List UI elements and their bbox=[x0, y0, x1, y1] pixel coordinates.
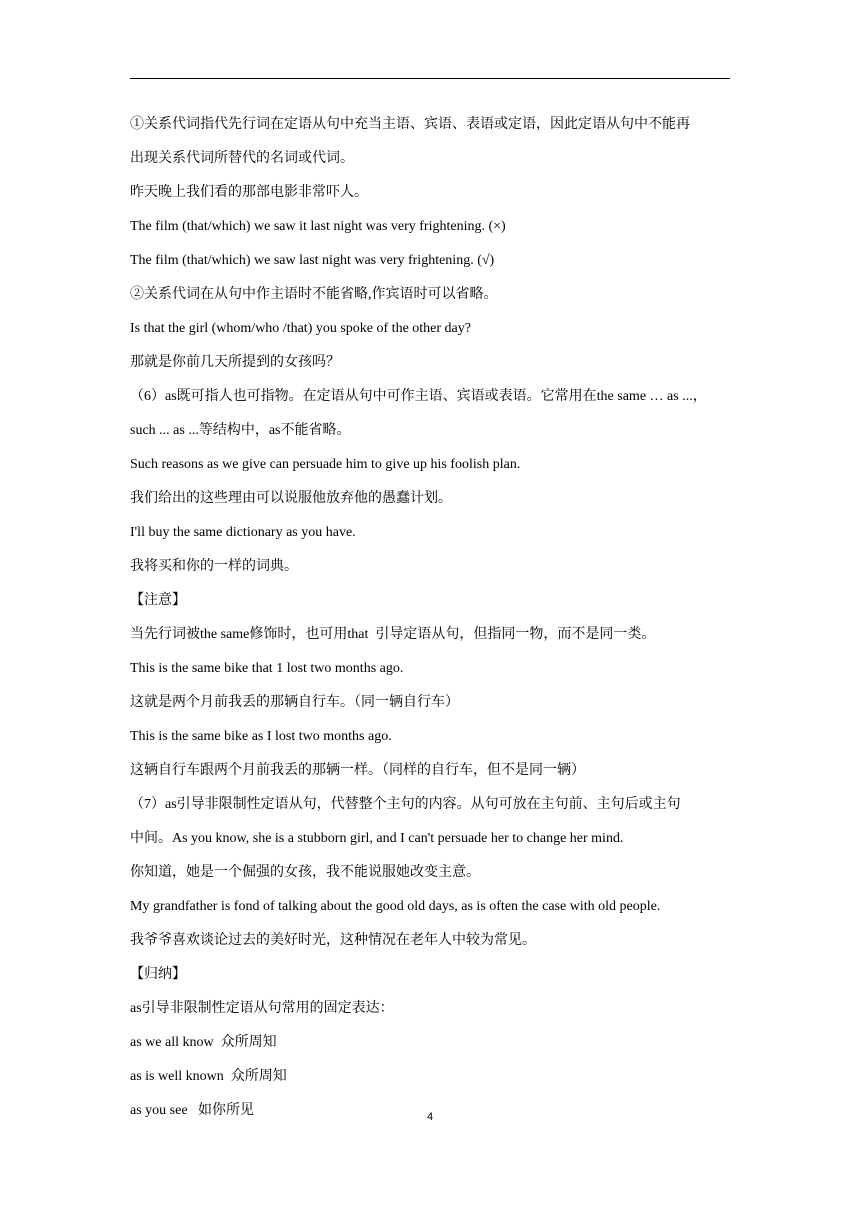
text-line: as引导非限制性定语从句常用的固定表达： bbox=[130, 1001, 394, 1016]
text-line: ①关系代词指代先行词在定语从句中充当主语、宾语、表语或定语，因此定语从句中不能再 bbox=[130, 117, 690, 132]
text-line: 我爷爷喜欢谈论过去的美好时光，这种情况在老年人中较为常见。 bbox=[130, 933, 536, 948]
text-line: 出现关系代词所替代的名词或代词。 bbox=[130, 151, 354, 166]
text-line: as you see 如你所见 bbox=[130, 1103, 255, 1118]
text-line: 我将买和你的一样的词典。 bbox=[130, 559, 298, 574]
text-line: Such reasons as we give can persuade him to give up his foolish plan. bbox=[130, 457, 521, 472]
text-line: as is well known 众所周知 bbox=[130, 1069, 287, 1084]
text-line: This is the same bike as I lost two months ago. bbox=[130, 729, 392, 744]
text-line: （6）as既可指人也可指物。在定语从句中可作主语、宾语或表语。它常用在the same … as ...， bbox=[130, 389, 707, 404]
text-line: My grandfather is fond of talking about the good old days, as is often the case with old people. bbox=[130, 899, 661, 914]
text-line: Is that the girl (whom/who /that) you spoke of the other day? bbox=[130, 321, 471, 336]
text-line: such ... as ...等结构中，as不能省略。 bbox=[130, 423, 351, 438]
text-line: The film (that/which) we saw last night was very frightening. (√) bbox=[130, 253, 495, 268]
text-line: This is the same bike that 1 lost two months ago. bbox=[130, 661, 404, 676]
text-line: I'll buy the same dictionary as you have. bbox=[130, 525, 356, 540]
text-line: as we all know 众所周知 bbox=[130, 1035, 277, 1050]
header-rule bbox=[130, 78, 730, 79]
text-line: The film (that/which) we saw it last night was very frightening. (×) bbox=[130, 219, 506, 234]
text-line: （7）as引导非限制性定语从句，代替整个主句的内容。从句可放在主句前、主句后或主句 bbox=[130, 797, 681, 812]
text-line: 昨天晚上我们看的那部电影非常吓人。 bbox=[130, 185, 368, 200]
text-line: 那就是你前几天所提到的女孩吗？ bbox=[130, 355, 340, 370]
text-line: 中间。As you know, she is a stubborn girl, and I can't persuade her to change her mind. bbox=[130, 831, 624, 846]
text-line: 我们给出的这些理由可以说服他放弃他的愚蠢计划。 bbox=[130, 491, 452, 506]
text-line: ②关系代词在从句中作主语时不能省略,作宾语时可以省略。 bbox=[130, 287, 498, 302]
text-line: 当先行词被the same修饰时，也可用that 引导定语从句，但指同一物，而不是同一类。 bbox=[130, 627, 656, 642]
page-number: 4 bbox=[426, 1111, 434, 1123]
section-heading-summary: 【归纳】 bbox=[130, 967, 186, 982]
text-line: 这辆自行车跟两个月前我丢的那辆一样。（同样的自行车，但不是同一辆） bbox=[130, 763, 585, 778]
document-body bbox=[130, 108, 730, 1128]
text-line: 你知道，她是一个倔强的女孩，我不能说服她改变主意。 bbox=[130, 865, 480, 880]
section-heading-note: 【注意】 bbox=[130, 593, 186, 608]
text-line: 这就是两个月前我丢的那辆自行车。（同一辆自行车） bbox=[130, 695, 459, 710]
